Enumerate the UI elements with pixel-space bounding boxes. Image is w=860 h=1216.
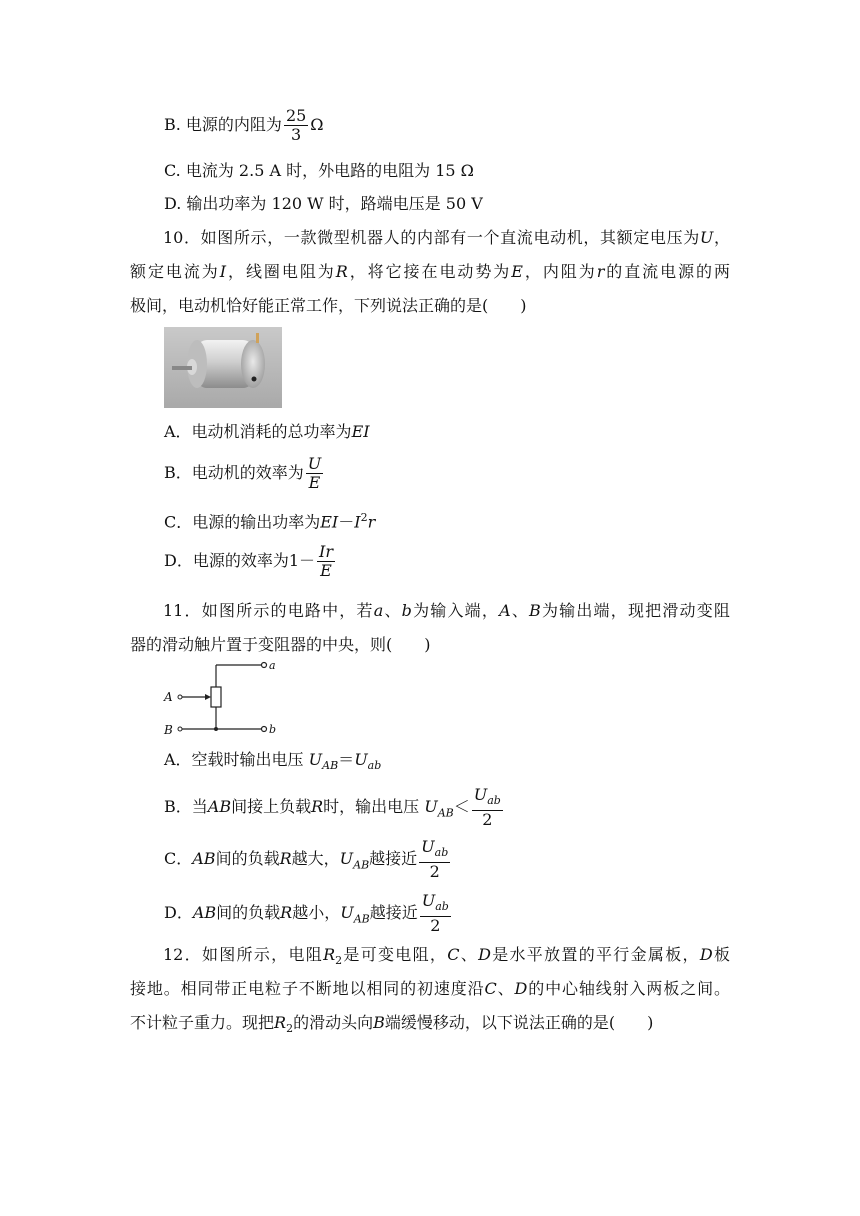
- dc-motor-photo: [164, 327, 282, 408]
- q11-option-a: A．空载时输出电压 $U_{AB}=U_{ab}$: [164, 750, 382, 773]
- label-A: A: [164, 690, 173, 704]
- terminal-b: [262, 727, 267, 732]
- junction-dot: [214, 727, 218, 731]
- fraction-uab-over-2: $\frac{U_{ab}}{2}$: [421, 891, 449, 936]
- q11-option-d: D．AB间的负载R越小，$U_{AB}$越接近 $\frac{U_{ab}}{2}$: [164, 891, 449, 936]
- fraction-u-over-e: $\frac{U}{E}$: [307, 454, 322, 492]
- ohm-unit: Ω: [310, 115, 324, 134]
- q11-option-b: B．当AB间接上负载R时，输出电压 $U_{AB}<$ $\frac{U_{ab}}{2}$: [164, 785, 501, 830]
- label-b: b: [269, 723, 277, 736]
- q10-option-d: D．电源的效率为1－ $\frac{Ir}{E}$: [164, 542, 333, 580]
- q10-option-a: A．电动机消耗的总功率为EI: [164, 422, 370, 441]
- q9-option-c: C. 电流为 2.5 A 时，外电路的电阻为 15 Ω: [164, 161, 474, 180]
- q10-stem: 10．如图所示，一款微型机器人的内部有一个直流电动机，其额定电压为U， 额定电流为I，线圈电阻为R，将它接在电动势为E，内阻为r的直流电源的两 极间，电动机恰好能正常工作，下列说法正确的是( ): [130, 228, 730, 315]
- potentiometer-circuit-diagram: [160, 654, 280, 740]
- q11-option-c: C．AB间的负载R越大，$U_{AB}$越接近 $\frac{U_{ab}}{2}$: [164, 837, 449, 882]
- terminal-a: [262, 663, 267, 668]
- q11-stem: 11．如图所示的电路中，若a、b为输入端，A、B为输出端，现把滑动变阻 器的滑动触片置于变阻器的中央，则( ): [130, 601, 730, 654]
- label-a: a: [269, 659, 276, 672]
- q9-option-b: [164, 107, 324, 144]
- fraction-25-3: $\frac{25}{3}$: [285, 106, 307, 144]
- fraction-uab-over-2: $\frac{U_{ab}}{2}$: [421, 837, 449, 882]
- q10-option-c: C．电源的输出功率为$EI-I^2r$: [164, 511, 376, 532]
- q10-option-b: B．电动机的效率为 $\frac{U}{E}$: [164, 454, 322, 492]
- resistor: [211, 687, 221, 707]
- q9-option-d: D. 输出功率为 120 W 时，路端电压是 50 V: [164, 194, 483, 213]
- slider-arrow-icon: [205, 694, 211, 700]
- q9-option-b-text: B. 电源的内阻为: [164, 115, 282, 134]
- fraction-ir-over-e: $\frac{Ir}{E}$: [319, 542, 333, 580]
- label-B: B: [164, 723, 173, 737]
- q12-stem: 12．如图所示，电阻$R_2$是可变电阻，C、D是水平放置的平行金属板，D板 接地。相同带正电粒子不断地以相同的初速度沿C、D的中心轴线射入两板之间。 不计粒子重力。现把$R_2$的滑动头向B端缓慢移动，以下说法正确的是( ): [130, 945, 730, 1036]
- fraction-uab-over-2: $\frac{U_{ab}}{2}$: [473, 785, 501, 830]
